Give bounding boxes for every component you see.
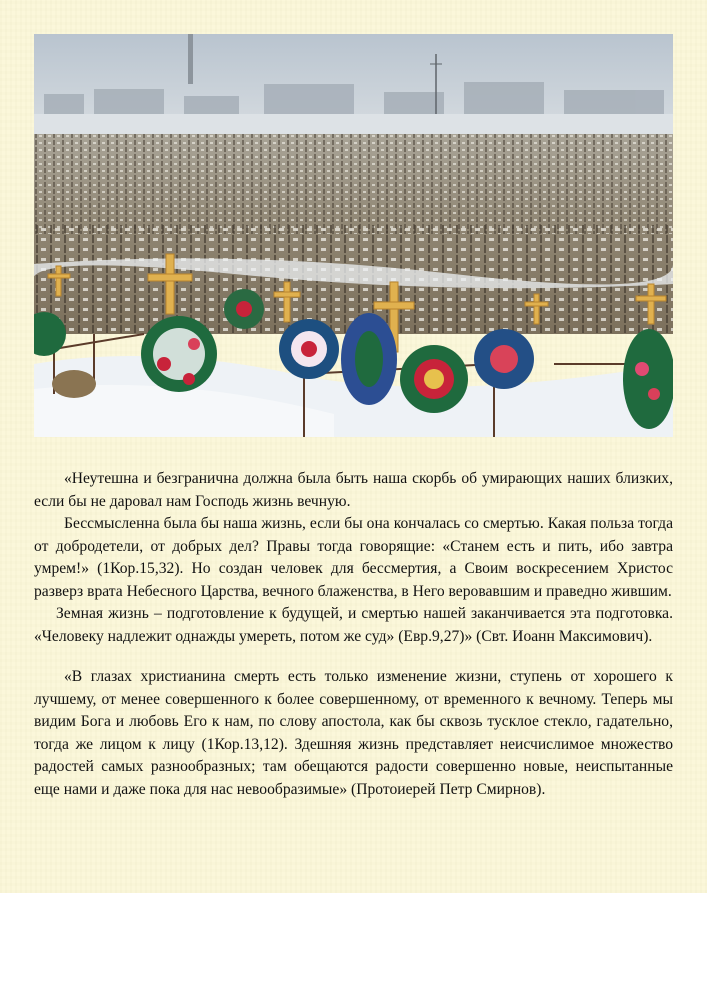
paragraph-4: «В глазах христианина смерть есть только изменение жизни, ступень от хорошего к лучшему, от менее совершенного к более совершенному, от временного к вечному. Теперь мы видим Бога и любовь Его к нам, по слову апостола, как бы сквозь тусклое стекло, гадательно, тогда же лицом к лицу (1Кор.13,12). Здешняя жизнь представляет неисчислимое множество радостей самых разнообразных; там обещаются радости совершенно новые, неиспытанные еще нами и даже пока для нас невообразимые» (Протоиерей Петр Смирнов). bbox=[34, 668, 673, 798]
paragraph-1: «Неутешна и безгранична должна была быть наша скорбь об умирающих наших близких, если бы не даровал нам Господь жизнь вечную. bbox=[34, 470, 673, 510]
paragraph-2: Бессмысленна была бы наша жизнь, если бы она кончалась со смертью. Какая польза тогда от добродетели, от добрых дел? Правы тогда говорящие: «Станем есть и пить, ибо завтра умрем!» (1Кор.15,32). Но создан человек для бессмертия, а Своим воскресением Христос разверз врата Небесного Царства, вечного блаженства, в Него веровавшим и праведно жившим. bbox=[34, 515, 673, 600]
paragraph-3: Земная жизнь – подготовление к будущей, и смертью нашей заканчивается эта подготовка. «Человеку надлежит однажды умереть, потом же суд» (Евр.9,27)» (Свт. Иоанн Максимович). bbox=[34, 605, 673, 645]
article-text bbox=[34, 468, 673, 801]
cemetery-photo bbox=[34, 34, 673, 437]
